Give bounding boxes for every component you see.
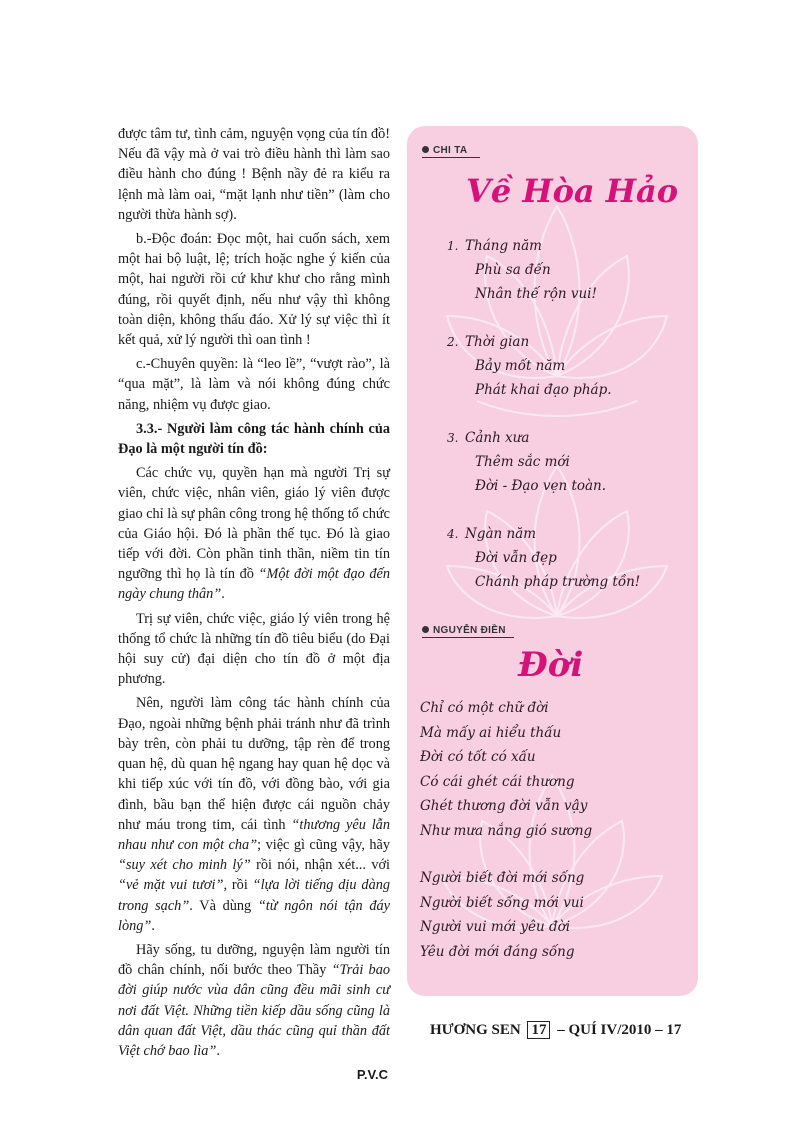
author-name: NGUYỄN ĐIỀN bbox=[433, 625, 506, 636]
issue-number: 17 bbox=[527, 1021, 550, 1039]
page-number: 17 bbox=[666, 1022, 682, 1038]
text: rồi nói, nhận xét... với bbox=[256, 857, 390, 874]
poem-line: Người biết sống mới vui bbox=[420, 894, 584, 911]
text: . bbox=[151, 917, 155, 934]
stanza bbox=[447, 522, 641, 594]
magazine-name: HƯƠNG SEN bbox=[430, 1022, 521, 1038]
text: . bbox=[221, 586, 225, 603]
underline bbox=[422, 637, 514, 638]
stanza-number: 1. bbox=[447, 239, 459, 253]
stanza bbox=[447, 234, 597, 306]
quote: “suy xét cho minh lý” bbox=[118, 857, 251, 874]
paragraph: b.-Độc đoán: Đọc một, hai cuốn sách, xem một hai bộ luật, lệ; trích hoặc nghe ý kiến của một, hai người rồi cứ khư khư cho rằng mình đúng, rồi quyết định, nếu như vậy thì không toàn diện, không thấu đáo. Xử lý sự việc thì ít kết quả, xử lý người thì oan tình ! bbox=[118, 231, 390, 349]
stanza-number: 4. bbox=[447, 527, 459, 541]
poem-line: Ghét thương đời vẫn vậy bbox=[420, 798, 588, 814]
poem2-stanza-1 bbox=[420, 696, 592, 843]
paragraph bbox=[118, 463, 390, 604]
text: , rồi bbox=[223, 877, 248, 894]
text: Nên, người làm công tác hành chính của Đạo, ngoài những bệnh phải tránh như đã trình bày trên, còn phải tu dưỡng, tập rèn để trong quan hệ, dù quan hệ ngang hay quan hệ dọc và khi tiếp xúc với tín đồ, với đồng bào, với gia đình, bầu bạn thể hiện được cái nguồn chảy như máu trong tim, cái tình bbox=[118, 695, 390, 833]
poem-line: Đời - Đạo vẹn toàn. bbox=[475, 478, 607, 494]
poem-line: Ngàn năm bbox=[465, 526, 537, 542]
poem-line: Tháng năm bbox=[465, 238, 542, 254]
stanza-number: 2. bbox=[447, 335, 459, 349]
page-footer bbox=[430, 1022, 695, 1039]
quote: “Một đời một đạo đến ngày chung thân” bbox=[118, 566, 391, 603]
author-name: CHI TA bbox=[433, 145, 468, 156]
poem-line: Người biết đời mới sống bbox=[420, 870, 585, 886]
poem2-stanza-2 bbox=[420, 866, 584, 964]
signature: P.V.C bbox=[356, 1067, 388, 1083]
text: . bbox=[216, 1042, 220, 1059]
paragraph bbox=[118, 940, 390, 1061]
bullet-icon bbox=[422, 626, 429, 633]
poem-line: Yêu đời mới đáng sống bbox=[420, 943, 575, 960]
poem-line: Cảnh xưa bbox=[465, 430, 530, 446]
stanza-number: 3. bbox=[447, 431, 459, 445]
stanza bbox=[447, 426, 607, 498]
paragraph: Trị sự viên, chức việc, giáo lý viên trong hệ thống tổ chức là những tín đồ tiêu biểu (do Đại hội suy cử) đại diện cho tín đồ ở một địa phương. bbox=[118, 610, 390, 688]
paragraph bbox=[118, 693, 390, 935]
poem-line: Nhân thế rộn vui! bbox=[475, 286, 597, 302]
poem-line: Thêm sắc mới bbox=[475, 454, 570, 470]
poem-line: Bảy mốt năm bbox=[475, 358, 566, 374]
poem2-title: Đời bbox=[518, 645, 584, 685]
bullet-icon bbox=[422, 146, 429, 153]
poem1-title: Về Hòa Hảo bbox=[466, 172, 679, 210]
paragraph: được tâm tư, tình cảm, nguyện vọng của tín đồ! Nếu đã vậy mà ở vai trò điều hành thì làm sao điều hành cho đúng ! Bệnh nầy đẻ ra kiểu ra lệnh mà làm oai, “mặt lạnh như tiền” (làm cho người thừa hành sợ). bbox=[118, 126, 391, 223]
poem2-author bbox=[422, 625, 506, 636]
quote: “thương yêu lẫn nhau như con một cha” bbox=[118, 816, 390, 853]
poem-line: Người vui mới yêu đời bbox=[420, 919, 571, 935]
poem-line: Đời vẫn đẹp bbox=[475, 550, 557, 566]
quote: “lựa lời tiếng dịu dàng trong sạch” bbox=[118, 877, 391, 914]
quote: “vẻ mặt vui tươi” bbox=[118, 877, 224, 894]
poem-line: Phù sa đến bbox=[475, 262, 551, 278]
text: . Và dùng bbox=[189, 897, 252, 914]
poem-line: Đời có tốt có xấu bbox=[420, 749, 536, 765]
text: Hãy sống, tu dưỡng, nguyện làm người tín đồ chân chính, nối bước theo Thầy bbox=[118, 941, 390, 979]
stanza bbox=[447, 330, 612, 402]
quote: “Trải bao đời giúp nước vùa dân cũng đều mãi sinh cư nơi đất Việt. Những tiền kiếp dầu sống cũng là dân quan đất Việt, dầu thác cũng quỉ thần đất Việt chớ bao lìa” bbox=[118, 962, 391, 1059]
paragraph: c.-Chuyên quyền: là “leo lề”, “vượt rào”, là “qua mặt”, là làm và nói không đúng chức năng, nhiệm vụ được giao. bbox=[118, 356, 390, 413]
text: Các chức vụ, quyền hạn mà người Trị sự viên, chức việc, nhân viên, giáo lý viên được giao chỉ là sự phân công trong hệ thống tổ chức của Giáo hội. Đó là phần thế tục. Đó là giao tiếp với đời. Còn phần tinh thần, niềm tin tín ngưỡng thì họ là tín đồ bbox=[118, 465, 390, 583]
poem-line: Thời gian bbox=[465, 334, 530, 350]
poem-line: Chánh pháp trường tồn! bbox=[475, 574, 641, 590]
poem-line: Có cái ghét cái thương bbox=[420, 773, 575, 790]
poem-line: Mà mấy ai hiểu thấu bbox=[420, 724, 562, 741]
section-heading: 3.3.- Người làm công tác hành chính của Đạo là một người tín đồ: bbox=[118, 420, 390, 458]
text: ; việc gì cũng vậy, hãy bbox=[257, 836, 391, 853]
quote: “từ ngôn nói tận đáy lòng” bbox=[118, 897, 391, 934]
poem-line: Phát khai đạo pháp. bbox=[475, 382, 612, 398]
underline bbox=[422, 157, 480, 158]
poem1-author bbox=[422, 145, 467, 156]
poem-line: Như mưa nắng gió sương bbox=[420, 822, 593, 839]
article-column bbox=[118, 124, 390, 1085]
lotus-watermark-icon bbox=[437, 186, 677, 446]
issue-period: – QUÍ IV/2010 – bbox=[557, 1022, 663, 1038]
poem-line: Chỉ có một chữ đời bbox=[420, 700, 549, 716]
